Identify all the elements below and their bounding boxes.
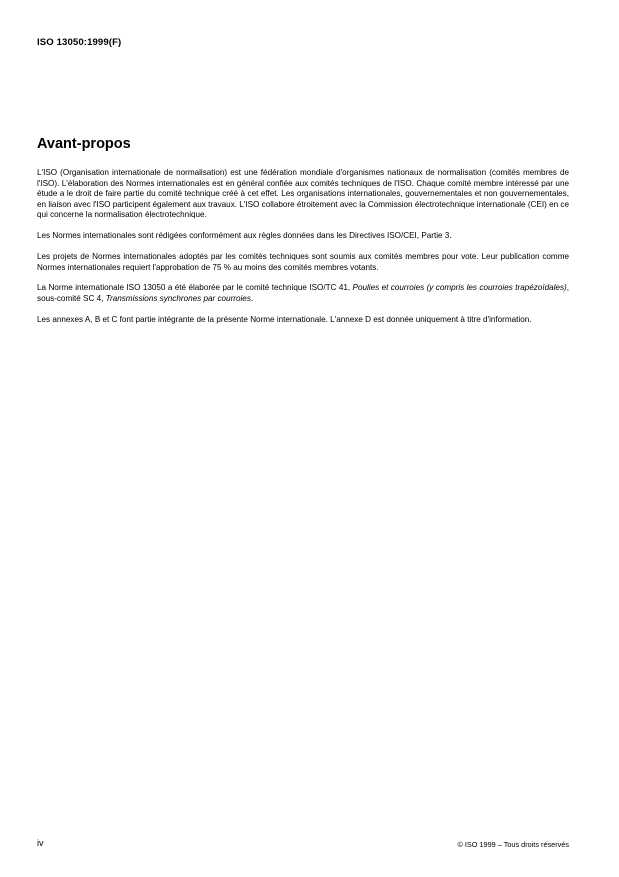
- committee-title: Poulies et courroies (y compris les courroies trapézoïdales): [352, 283, 567, 293]
- committee-text-1: La Norme internationale ISO 13050 a été élaborée par le comité technique ISO/TC 41,: [37, 283, 353, 293]
- committee-text-3: .: [250, 293, 254, 303]
- paragraph-annexes: Les annexes A, B et C font partie intégrante de la présente Norme internationale. L'annexe D est donnée uniquement à titre d'information.: [37, 314, 532, 324]
- paragraph-voting: Les projets de Normes internationales adoptés par les comités techniques sont soumis aux comités membres pour vote. Leur publication comme Normes internationales requiert l'approbation de 75 % au moins des comités membres votants.: [37, 251, 569, 272]
- paragraph-committee: [37, 283, 569, 304]
- foreword-body: [37, 168, 569, 335]
- committee-text-2: , sous-comité SC 4,: [37, 283, 569, 303]
- paragraph-directives: Les Normes internationales sont rédigées conformément aux règles données dans les Directives ISO/CEI, Partie 3.: [37, 231, 452, 241]
- subcommittee-title: Transmissions synchrones par courroies: [105, 293, 251, 303]
- section-title: Avant-propos: [37, 136, 131, 152]
- document-identifier: ISO 13050:1999(F): [37, 37, 122, 48]
- paragraph-iso-description: L'ISO (Organisation internationale de normalisation) est une fédération mondiale d'organismes nationaux de normalisation (comités membres de l'ISO). L'élaboration des Normes internationales est en général confiée aux comités techniques de l'ISO. Chaque comité membre intéressé par une étude a le droit de faire partie du comité technique créé à cet effet. Les organisations internationales, gouvernementales et non gouvernementales, en liaison avec l'ISO participent également aux travaux. L'ISO collabore étroitement avec la Commission électrotechnique internationale (CEI) en ce qui concerne la normalisation électrotechnique.: [37, 168, 569, 220]
- copyright-notice: © ISO 1999 – Tous droits réservés: [457, 840, 569, 849]
- page-number: iv: [37, 838, 44, 848]
